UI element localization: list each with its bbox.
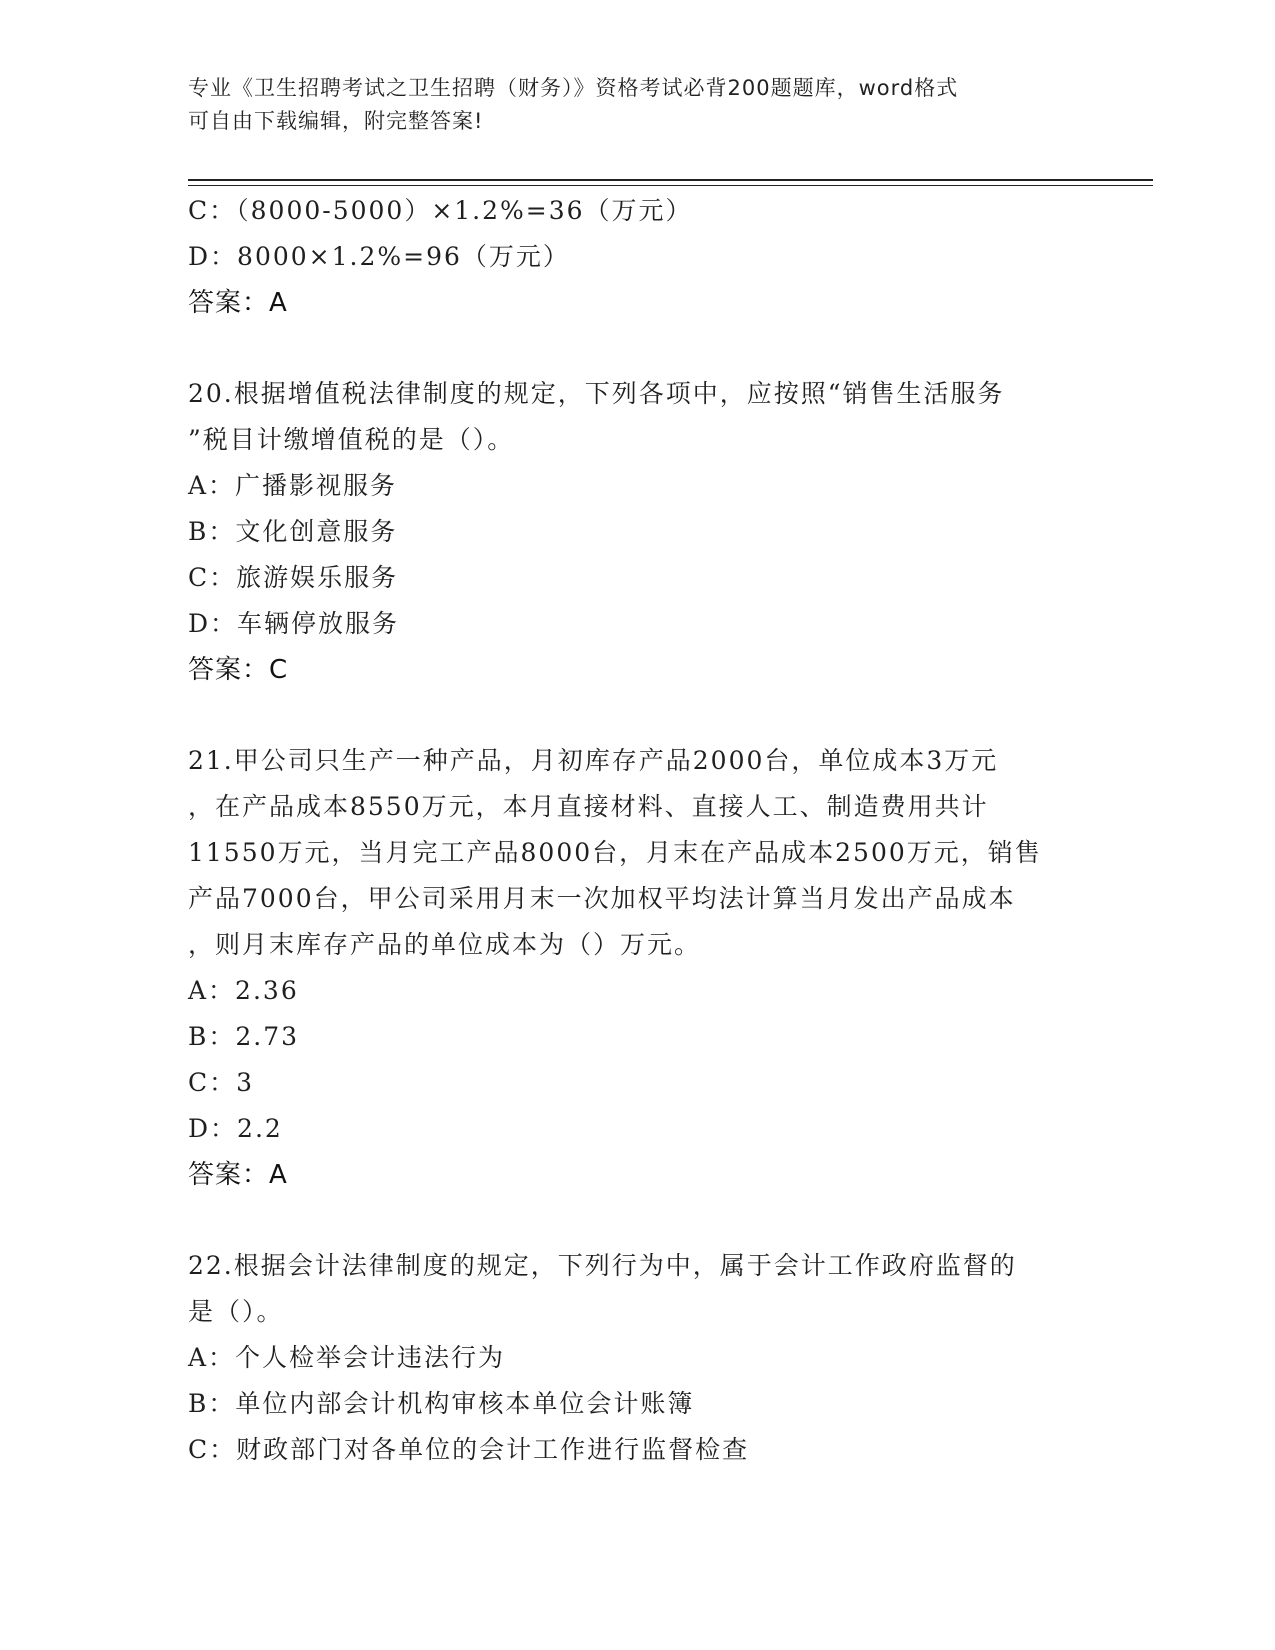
spacer: [188, 326, 1088, 371]
question-stem: 21.甲公司只生产一种产品，月初库存产品2000台，单位成本3万元: [188, 746, 999, 775]
answer: 答案：A: [188, 288, 288, 318]
spacer: [188, 1198, 1088, 1243]
question-19-tail: [188, 188, 1088, 326]
question-stem: 11550万元，当月完工产品8000台，月末在产品成本2500万元，销售: [188, 838, 1042, 867]
question-20: [188, 371, 1088, 693]
option-a: A：广播影视服务: [188, 471, 398, 500]
spacer: [188, 693, 1088, 738]
header-divider-thin: [188, 185, 1153, 186]
question-22: [188, 1243, 1088, 1473]
question-stem: ”税目计缴增值税的是（）。: [188, 425, 515, 454]
question-stem: 是（）。: [188, 1297, 284, 1326]
option-c: C：旅游娱乐服务: [188, 563, 399, 592]
option-b: B：2.73: [188, 1022, 300, 1051]
header-divider-thick: [188, 179, 1153, 181]
question-21: [188, 738, 1088, 1198]
option-c: C：3: [188, 1068, 255, 1097]
answer: 答案：A: [188, 1160, 288, 1190]
question-stem: ，在产品成本8550万元，本月直接材料、直接人工、制造费用共计: [188, 792, 989, 821]
option-a: A：2.36: [188, 976, 299, 1005]
question-content: [188, 188, 1088, 1473]
answer: 答案：C: [188, 655, 289, 685]
question-stem: ，则月末库存产品的单位成本为（）万元。: [188, 930, 702, 959]
option-c: C：（8000-5000）×1.2%=36（万元）: [188, 196, 693, 225]
option-d: D：2.2: [188, 1114, 283, 1143]
question-stem: 22.根据会计法律制度的规定，下列行为中，属于会计工作政府监督的: [188, 1251, 1017, 1280]
document-header: [188, 72, 1088, 138]
question-stem: 产品7000台，甲公司采用月末一次加权平均法计算当月发出产品成本: [188, 884, 1016, 913]
option-b: B：文化创意服务: [188, 517, 398, 546]
header-line-2: 可自由下载编辑，附完整答案!: [188, 109, 484, 133]
option-d: D：车辆停放服务: [188, 609, 400, 638]
question-stem: 20.根据增值税法律制度的规定，下列各项中，应按照“销售生活服务: [188, 379, 1005, 408]
option-a: A：个人检举会计违法行为: [188, 1343, 506, 1372]
option-d: D：8000×1.2%=96（万元）: [188, 242, 570, 271]
option-c: C：财政部门对各单位的会计工作进行监督检查: [188, 1435, 750, 1464]
option-b: B：单位内部会计机构审核本单位会计账簿: [188, 1389, 695, 1418]
header-line-1: 专业《卫生招聘考试之卫生招聘（财务）》资格考试必背200题题库，word格式: [188, 76, 959, 100]
